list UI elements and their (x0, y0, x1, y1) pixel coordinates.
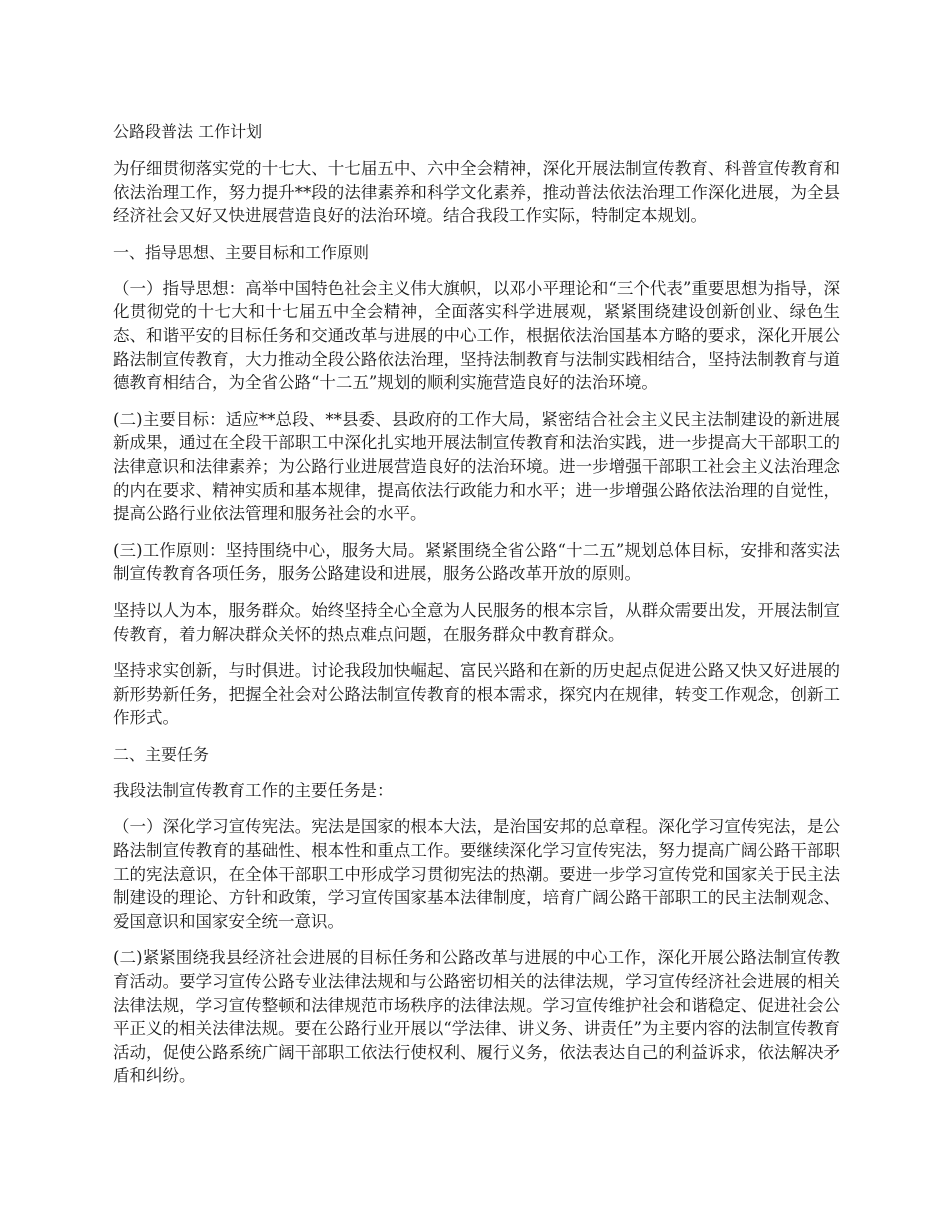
economic-task-paragraph: (二)紧紧围绕我县经济社会进展的目标任务和公路改革与进展的中心工作，深化开展公路法制宣传教育活动。要学习宣传公路专业法律法规和与公路密切相关的法律法规，学习宣传经济社会进展的相关法律法规，学习宣传整顿和法律规范市场秩序的法律法规。学习宣传维护社会和谐稳定、促进社会公平正义的相关法律法规。要在公路行业开展以“学法律、讲义务、讲责任”为主要内容的法制宣传教育活动，促使公路系统广阔干部职工依法行使权利、履行义务，依法表达自己的利益诉求，依法解决矛盾和纠纷。 (113, 948, 840, 1086)
section-heading-2: 二、主要任务 (113, 744, 210, 764)
document-title: 公路段普法 工作计划 (113, 122, 263, 141)
document-page (113, 120, 840, 1101)
innovation-paragraph: 坚持求实创新，与时俱进。讨论我段加快崛起、富民兴路和在新的历史起点促进公路又快又好进展的新形势新任务，把握全社会对公路法制宣传教育的根本需求，探究内在规律，转变工作观念，创新工作形式。 (113, 661, 840, 728)
intro-paragraph: 为仔细贯彻落实党的十七大、十七届五中、六中全会精神，深化开展法制宣传教育、科普宣传教育和依法治理工作，努力提升**段的法律素养和科学文化素养，推动普法依法治理工作深化进展，为全县经济社会又好又快进展营造良好的法治环境。结合我段工作实际，特制定本规划。 (113, 159, 840, 226)
document-body (113, 157, 840, 1088)
people-oriented-paragraph: 坚持以人为本，服务群众。始终坚持全心全意为人民服务的根本宗旨，从群众需要出发，开展法制宣传教育，着力解决群众关怀的热点难点问题，在服务群众中教育群众。 (113, 600, 840, 644)
work-principles-paragraph: (三)工作原则：坚持围绕中心，服务大局。紧紧围绕全省公路“十二五”规划总体目标，安排和落实法制宣传教育各项任务，服务公路建设和进展，服务公路改革开放的原则。 (113, 540, 840, 584)
main-goals-paragraph: (二)主要目标：适应**总段、**县委、县政府的工作大局，紧密结合社会主义民主法制建设的新进展新成果，通过在全段干部职工中深化扎实地开展法制宣传教育和法治实践，进一步提高大干部职工的法律意识和法律素养；为公路行业进展营造良好的法治环境。进一步增强干部职工社会主义法治理念的内在要求、精神实质和基本规律，提高依法行政能力和水平；进一步增强公路依法治理的自觉性，提高公路行业依法管理和服务社会的水平。 (113, 409, 840, 524)
guiding-thought-paragraph: （一）指导思想：高举中国特色社会主义伟大旗帜，以邓小平理论和“三个代表”重要思想为指导，深化贯彻党的十七大和十七届五中全会精神，全面落实科学进展观，紧紧围绕建设创新创业、绿色生态、和谐平安的目标任务和交通改革与进展的中心工作，根据依法治国基本方略的要求，深化开展公路法制宣传教育，大力推动全段公路依法治理，坚持法制教育与法制实践相结合，坚持法制教育与道德教育相结合，为全省公路“十二五”规划的顺利实施营造良好的法治环境。 (113, 278, 840, 393)
tasks-intro-paragraph: 我段法制宣传教育工作的主要任务是： (113, 780, 394, 800)
constitution-task-paragraph: （一）深化学习宣传宪法。宪法是国家的根本大法，是治国安邦的总章程。深化学习宣传宪法，是公路法制宣传教育的基础性、根本性和重点工作。要继续深化学习宣传宪法，努力提高广阔公路干部职工的宪法意识，在全体干部职工中形成学习贯彻宪法的热潮。要进一步学习宣传党和国家关于民主法制建设的理论、方针和政策，学习宣传国家基本法律制度，培育广阔公路干部职工的民主法制观念、爱国意识和国家安全统一意识。 (113, 817, 840, 931)
section-heading-1: 一、指导思想、主要目标和工作原则 (113, 242, 370, 262)
